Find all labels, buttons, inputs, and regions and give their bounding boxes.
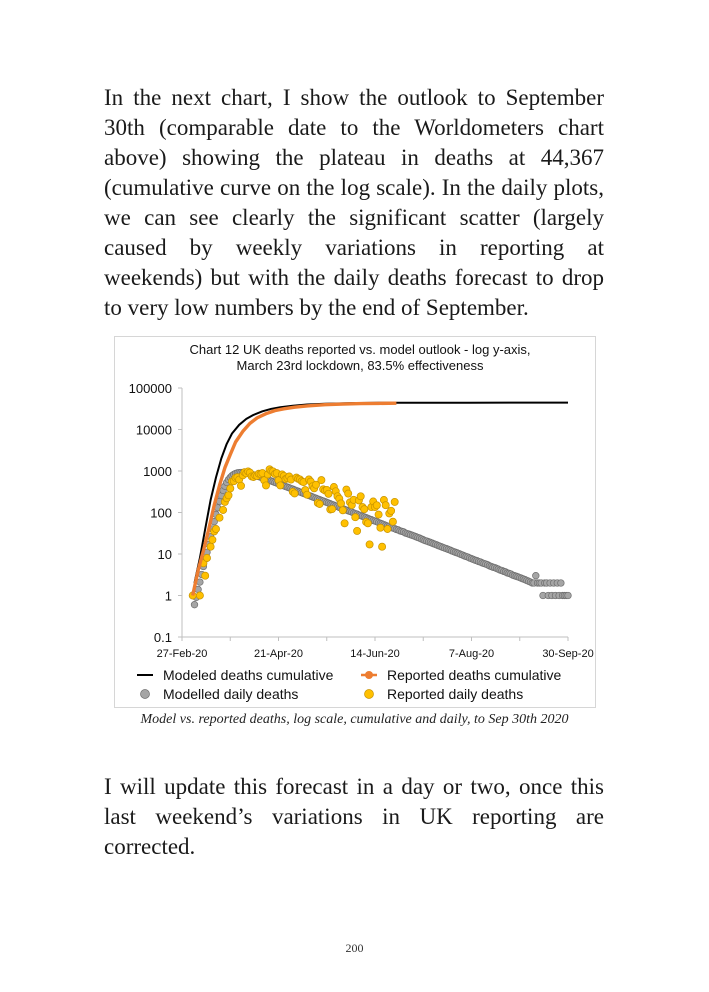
chart-title-line2: March 23rd lockdown, 83.5% effectiveness [236, 358, 484, 373]
reported-daily-point [345, 490, 352, 497]
reported-daily-point [196, 592, 203, 599]
reported-daily-point [227, 485, 234, 492]
closing-paragraph: I will update this forecast in a day or two, once this last weekend’s variations in UK reporting are corrected. [104, 774, 604, 859]
reported-daily-point [291, 490, 298, 497]
legend-swatch-reported-cumulative-marker [365, 671, 373, 679]
y-tick-label: 100000 [128, 381, 172, 396]
reported-daily-point [203, 554, 210, 561]
reported-daily-point [209, 536, 216, 543]
reported-daily-point [318, 477, 325, 484]
reported-daily-point [316, 500, 323, 507]
reported-daily-point [361, 506, 368, 513]
x-tick-label: 27-Feb-20 [156, 648, 208, 660]
y-tick-label: 100 [150, 505, 172, 521]
x-tick-label: 21-Apr-20 [254, 648, 303, 660]
x-axis-ticks [157, 648, 594, 660]
reported-daily-point [384, 525, 391, 532]
reported-daily-point [202, 572, 209, 579]
reported-daily-point [357, 493, 364, 500]
reported-daily-point [304, 491, 311, 498]
reported-daily-point [277, 482, 284, 489]
reported-daily-point [207, 543, 214, 550]
legend-label: Modeled deaths cumulative [163, 667, 334, 683]
chart-gridlines [178, 388, 568, 641]
reported-daily-point [391, 498, 398, 505]
reported-daily-point [212, 525, 219, 532]
chart-legend [137, 667, 562, 702]
x-tick-label: 7-Aug-20 [448, 648, 495, 660]
intro-paragraph: In the next chart, I show the outlook to September 30th (comparable date to the Worldometers chart above) showing the plateau in deaths at 44,367 (cumulative curve on the log scale). In the daily plots, we can see clearly the significant scatter (largely caused by weekly variations in reporting at weekends) but with the daily deaths forecast to drop to very low numbers by the end of September. [104, 85, 604, 320]
modeled-cumulative-line [195, 403, 569, 583]
reported-daily-point [364, 520, 371, 527]
y-tick-label: 10 [157, 547, 172, 562]
legend-swatch-modelled-daily [141, 690, 150, 699]
reported-daily-point [341, 520, 348, 527]
reported-daily-point [377, 524, 384, 531]
reported-daily-point [389, 518, 396, 525]
page-number: 200 [345, 941, 364, 955]
modelled-daily-point [565, 592, 572, 599]
reported-daily-point [220, 506, 227, 513]
reported-daily-point [354, 527, 361, 534]
plot-area [189, 403, 571, 608]
legend-label: Reported daily deaths [387, 686, 524, 702]
reported-daily-point [337, 500, 344, 507]
reported-daily-point [262, 482, 269, 489]
reported-daily-point [382, 502, 389, 509]
modelled-daily-point [558, 580, 565, 587]
modelled-daily-point [533, 572, 540, 579]
y-tick-label: 10000 [135, 422, 172, 438]
reported-daily-point [379, 543, 386, 550]
reported-daily-point [225, 492, 232, 499]
y-tick-label: 0.1 [153, 630, 172, 645]
y-tick-label: 1000 [143, 464, 172, 479]
reported-daily-point [237, 482, 244, 489]
chart-title-line1: Chart 12 UK deaths reported vs. model outlook - log y-axis, [189, 342, 531, 357]
x-tick-label: 14-Jun-20 [350, 648, 400, 660]
legend-swatch-reported-daily [365, 690, 374, 699]
y-tick-label: 1 [164, 588, 172, 604]
figure-caption: Model vs. reported deaths, log scale, cumulative and daily, to Sep 30th 2020 [140, 712, 569, 727]
reported-daily-point [375, 511, 382, 518]
reported-daily-point [366, 541, 373, 548]
x-tick-label: 30-Sep-20 [542, 648, 594, 660]
reported-daily-point [216, 514, 223, 521]
reported-daily-point [325, 490, 332, 497]
modelled-daily-point [191, 601, 198, 608]
legend-label: Reported deaths cumulative [387, 667, 562, 683]
y-axis-ticks [129, 381, 172, 645]
chart-figure [114, 336, 596, 708]
reported-daily-point [339, 507, 346, 514]
deaths-chart [115, 337, 595, 707]
reported-daily-point [373, 502, 380, 509]
reported-daily-point [388, 507, 395, 514]
reported-daily-point [329, 506, 336, 513]
legend-label: Modelled daily deaths [163, 686, 299, 702]
reported-daily-point [352, 514, 359, 521]
